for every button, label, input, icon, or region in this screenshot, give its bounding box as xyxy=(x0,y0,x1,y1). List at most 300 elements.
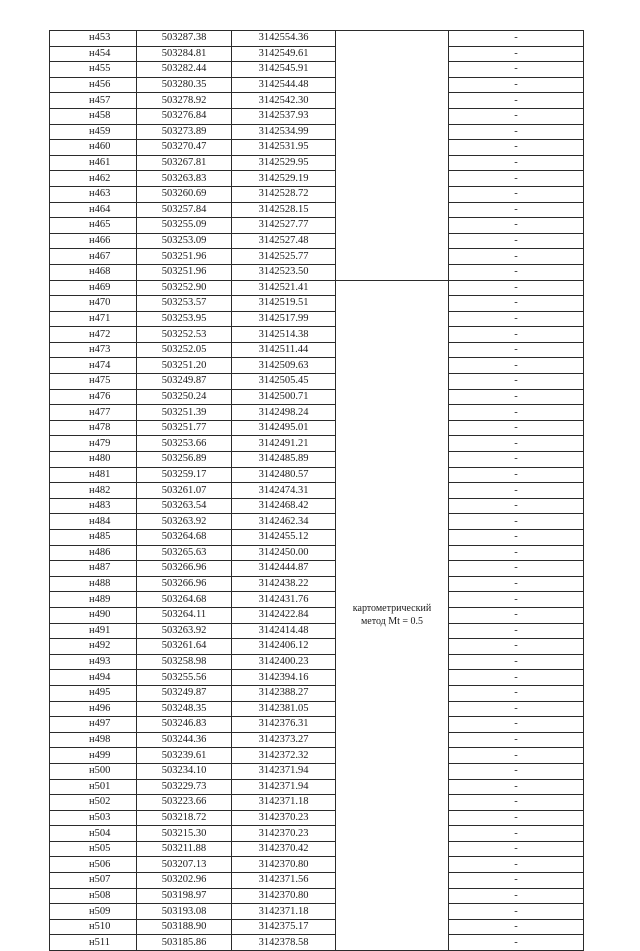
method-cell xyxy=(336,280,449,951)
x-coordinate-cell: 503258.98 xyxy=(137,654,232,670)
y-coordinate-cell: 3142373.27 xyxy=(232,732,336,748)
description-cell: - xyxy=(449,888,584,904)
y-coordinate-cell: 3142521.41 xyxy=(232,280,336,296)
y-coordinate-cell: 3142485.89 xyxy=(232,452,336,468)
description-cell: - xyxy=(449,155,584,171)
x-coordinate-cell: 503207.13 xyxy=(137,857,232,873)
table-row xyxy=(50,249,584,265)
x-coordinate-cell: 503259.17 xyxy=(137,467,232,483)
point-id-cell: н475 xyxy=(50,374,137,390)
table-row xyxy=(50,483,584,499)
table-row xyxy=(50,31,584,47)
x-coordinate-cell: 503253.95 xyxy=(137,311,232,327)
description-cell: - xyxy=(449,685,584,701)
y-coordinate-cell: 3142500.71 xyxy=(232,389,336,405)
x-coordinate-cell: 503185.86 xyxy=(137,935,232,951)
x-coordinate-cell: 503263.54 xyxy=(137,498,232,514)
description-cell: - xyxy=(449,530,584,546)
y-coordinate-cell: 3142422.84 xyxy=(232,607,336,623)
description-cell: - xyxy=(449,140,584,156)
description-cell: - xyxy=(449,498,584,514)
description-cell: - xyxy=(449,732,584,748)
table-row xyxy=(50,108,584,124)
x-coordinate-cell: 503287.38 xyxy=(137,31,232,47)
description-cell: - xyxy=(449,576,584,592)
y-coordinate-cell: 3142371.18 xyxy=(232,795,336,811)
x-coordinate-cell: 503264.68 xyxy=(137,530,232,546)
x-coordinate-cell: 503252.53 xyxy=(137,327,232,343)
coordinates-table-body xyxy=(50,31,584,951)
description-cell: - xyxy=(449,62,584,78)
y-coordinate-cell: 3142370.23 xyxy=(232,810,336,826)
point-id-cell: н502 xyxy=(50,795,137,811)
table-row xyxy=(50,327,584,343)
table-row xyxy=(50,124,584,140)
table-row xyxy=(50,935,584,951)
description-cell: - xyxy=(449,108,584,124)
x-coordinate-cell: 503278.92 xyxy=(137,93,232,109)
x-coordinate-cell: 503276.84 xyxy=(137,108,232,124)
x-coordinate-cell: 503218.72 xyxy=(137,810,232,826)
description-cell: - xyxy=(449,389,584,405)
point-id-cell: н464 xyxy=(50,202,137,218)
x-coordinate-cell: 503239.61 xyxy=(137,748,232,764)
point-id-cell: н510 xyxy=(50,919,137,935)
x-coordinate-cell: 503251.77 xyxy=(137,420,232,436)
point-id-cell: н463 xyxy=(50,186,137,202)
table-row xyxy=(50,405,584,421)
x-coordinate-cell: 503266.96 xyxy=(137,561,232,577)
y-coordinate-cell: 3142450.00 xyxy=(232,545,336,561)
point-id-cell: н494 xyxy=(50,670,137,686)
point-id-cell: н472 xyxy=(50,327,137,343)
y-coordinate-cell: 3142455.12 xyxy=(232,530,336,546)
description-cell: - xyxy=(449,873,584,889)
description-cell: - xyxy=(449,420,584,436)
table-row xyxy=(50,717,584,733)
point-id-cell: н488 xyxy=(50,576,137,592)
point-id-cell: н492 xyxy=(50,639,137,655)
table-row xyxy=(50,639,584,655)
y-coordinate-cell: 3142517.99 xyxy=(232,311,336,327)
x-coordinate-cell: 503263.92 xyxy=(137,623,232,639)
y-coordinate-cell: 3142381.05 xyxy=(232,701,336,717)
y-coordinate-cell: 3142371.94 xyxy=(232,779,336,795)
point-id-cell: н470 xyxy=(50,296,137,312)
description-cell: - xyxy=(449,218,584,234)
point-id-cell: н489 xyxy=(50,592,137,608)
table-row xyxy=(50,186,584,202)
table-row xyxy=(50,62,584,78)
point-id-cell: н456 xyxy=(50,77,137,93)
description-cell: - xyxy=(449,171,584,187)
description-cell: - xyxy=(449,826,584,842)
y-coordinate-cell: 3142531.95 xyxy=(232,140,336,156)
x-coordinate-cell: 503260.69 xyxy=(137,186,232,202)
description-cell: - xyxy=(449,545,584,561)
table-row xyxy=(50,873,584,889)
x-coordinate-cell: 503253.57 xyxy=(137,296,232,312)
description-cell: - xyxy=(449,374,584,390)
point-id-cell: н504 xyxy=(50,826,137,842)
description-cell: - xyxy=(449,186,584,202)
x-coordinate-cell: 503249.87 xyxy=(137,374,232,390)
x-coordinate-cell: 503267.81 xyxy=(137,155,232,171)
point-id-cell: н473 xyxy=(50,342,137,358)
table-row xyxy=(50,592,584,608)
point-id-cell: н491 xyxy=(50,623,137,639)
table-row xyxy=(50,311,584,327)
table-row xyxy=(50,561,584,577)
table-row xyxy=(50,280,584,296)
x-coordinate-cell: 503223.66 xyxy=(137,795,232,811)
point-id-cell: н462 xyxy=(50,171,137,187)
description-cell: - xyxy=(449,233,584,249)
point-id-cell: н501 xyxy=(50,779,137,795)
method-name: картометрический xyxy=(352,603,432,615)
point-id-cell: н498 xyxy=(50,732,137,748)
x-coordinate-cell: 503244.36 xyxy=(137,732,232,748)
method-cell-upper xyxy=(336,31,449,281)
table-row xyxy=(50,77,584,93)
description-cell: - xyxy=(449,296,584,312)
point-id-cell: н480 xyxy=(50,452,137,468)
point-id-cell: н468 xyxy=(50,264,137,280)
x-coordinate-cell: 503255.09 xyxy=(137,218,232,234)
point-id-cell: н469 xyxy=(50,280,137,296)
table-row xyxy=(50,857,584,873)
description-cell: - xyxy=(449,561,584,577)
point-id-cell: н471 xyxy=(50,311,137,327)
description-cell: - xyxy=(449,249,584,265)
description-cell: - xyxy=(449,639,584,655)
table-row xyxy=(50,763,584,779)
x-coordinate-cell: 503246.83 xyxy=(137,717,232,733)
x-coordinate-cell: 503252.90 xyxy=(137,280,232,296)
point-id-cell: н455 xyxy=(50,62,137,78)
x-coordinate-cell: 503261.07 xyxy=(137,483,232,499)
x-coordinate-cell: 503284.81 xyxy=(137,46,232,62)
table-row xyxy=(50,607,584,623)
x-coordinate-cell: 503251.96 xyxy=(137,249,232,265)
y-coordinate-cell: 3142537.93 xyxy=(232,108,336,124)
point-id-cell: н458 xyxy=(50,108,137,124)
table-row xyxy=(50,46,584,62)
y-coordinate-cell: 3142480.57 xyxy=(232,467,336,483)
y-coordinate-cell: 3142544.48 xyxy=(232,77,336,93)
y-coordinate-cell: 3142528.72 xyxy=(232,186,336,202)
y-coordinate-cell: 3142545.91 xyxy=(232,62,336,78)
x-coordinate-cell: 503202.96 xyxy=(137,873,232,889)
y-coordinate-cell: 3142414.48 xyxy=(232,623,336,639)
y-coordinate-cell: 3142431.76 xyxy=(232,592,336,608)
table-row xyxy=(50,155,584,171)
description-cell: - xyxy=(449,46,584,62)
description-cell: - xyxy=(449,623,584,639)
y-coordinate-cell: 3142406.12 xyxy=(232,639,336,655)
x-coordinate-cell: 503251.39 xyxy=(137,405,232,421)
x-coordinate-cell: 503263.92 xyxy=(137,514,232,530)
point-id-cell: н467 xyxy=(50,249,137,265)
y-coordinate-cell: 3142468.42 xyxy=(232,498,336,514)
y-coordinate-cell: 3142549.61 xyxy=(232,46,336,62)
table-row xyxy=(50,545,584,561)
y-coordinate-cell: 3142388.27 xyxy=(232,685,336,701)
table-row xyxy=(50,685,584,701)
point-id-cell: н506 xyxy=(50,857,137,873)
y-coordinate-cell: 3142527.77 xyxy=(232,218,336,234)
y-coordinate-cell: 3142400.23 xyxy=(232,654,336,670)
point-id-cell: н496 xyxy=(50,701,137,717)
table-row xyxy=(50,841,584,857)
x-coordinate-cell: 503251.20 xyxy=(137,358,232,374)
table-row xyxy=(50,296,584,312)
x-coordinate-cell: 503256.89 xyxy=(137,452,232,468)
y-coordinate-cell: 3142527.48 xyxy=(232,233,336,249)
point-id-cell: н478 xyxy=(50,420,137,436)
point-id-cell: н479 xyxy=(50,436,137,452)
point-id-cell: н476 xyxy=(50,389,137,405)
point-id-cell: н490 xyxy=(50,607,137,623)
table-row xyxy=(50,498,584,514)
point-id-cell: н503 xyxy=(50,810,137,826)
table-row xyxy=(50,358,584,374)
description-cell: - xyxy=(449,717,584,733)
x-coordinate-cell: 503270.47 xyxy=(137,140,232,156)
point-id-cell: н466 xyxy=(50,233,137,249)
point-id-cell: н477 xyxy=(50,405,137,421)
point-id-cell: н460 xyxy=(50,140,137,156)
description-cell: - xyxy=(449,654,584,670)
y-coordinate-cell: 3142375.17 xyxy=(232,919,336,935)
x-coordinate-cell: 503253.09 xyxy=(137,233,232,249)
table-row xyxy=(50,919,584,935)
description-cell: - xyxy=(449,311,584,327)
table-row xyxy=(50,576,584,592)
y-coordinate-cell: 3142529.95 xyxy=(232,155,336,171)
point-id-cell: н511 xyxy=(50,935,137,951)
point-id-cell: н487 xyxy=(50,561,137,577)
description-cell: - xyxy=(449,748,584,764)
x-coordinate-cell: 503255.56 xyxy=(137,670,232,686)
description-cell: - xyxy=(449,436,584,452)
x-coordinate-cell: 503282.44 xyxy=(137,62,232,78)
table-row xyxy=(50,93,584,109)
table-row xyxy=(50,342,584,358)
x-coordinate-cell: 503264.68 xyxy=(137,592,232,608)
y-coordinate-cell: 3142491.21 xyxy=(232,436,336,452)
table-row xyxy=(50,218,584,234)
table-row xyxy=(50,467,584,483)
y-coordinate-cell: 3142371.18 xyxy=(232,904,336,920)
x-coordinate-cell: 503253.66 xyxy=(137,436,232,452)
table-row xyxy=(50,888,584,904)
description-cell: - xyxy=(449,810,584,826)
method-accuracy: метод Mt = 0.5 xyxy=(360,616,424,628)
x-coordinate-cell: 503251.96 xyxy=(137,264,232,280)
x-coordinate-cell: 503273.89 xyxy=(137,124,232,140)
y-coordinate-cell: 3142509.63 xyxy=(232,358,336,374)
table-row xyxy=(50,202,584,218)
table-row xyxy=(50,264,584,280)
description-cell: - xyxy=(449,483,584,499)
y-coordinate-cell: 3142371.56 xyxy=(232,873,336,889)
point-id-cell: н499 xyxy=(50,748,137,764)
y-coordinate-cell: 3142542.30 xyxy=(232,93,336,109)
description-cell: - xyxy=(449,280,584,296)
table-row xyxy=(50,171,584,187)
description-cell: - xyxy=(449,77,584,93)
x-coordinate-cell: 503261.64 xyxy=(137,639,232,655)
y-coordinate-cell: 3142438.22 xyxy=(232,576,336,592)
point-id-cell: н461 xyxy=(50,155,137,171)
x-coordinate-cell: 503211.88 xyxy=(137,841,232,857)
description-cell: - xyxy=(449,342,584,358)
description-cell: - xyxy=(449,607,584,623)
table-row xyxy=(50,623,584,639)
description-cell: - xyxy=(449,467,584,483)
y-coordinate-cell: 3142534.99 xyxy=(232,124,336,140)
point-id-cell: н454 xyxy=(50,46,137,62)
y-coordinate-cell: 3142444.87 xyxy=(232,561,336,577)
table-row xyxy=(50,795,584,811)
description-cell: - xyxy=(449,514,584,530)
table-row xyxy=(50,779,584,795)
point-id-cell: н459 xyxy=(50,124,137,140)
point-id-cell: н474 xyxy=(50,358,137,374)
description-cell: - xyxy=(449,31,584,47)
table-row xyxy=(50,389,584,405)
description-cell: - xyxy=(449,919,584,935)
y-coordinate-cell: 3142370.80 xyxy=(232,888,336,904)
point-id-cell: н465 xyxy=(50,218,137,234)
point-id-cell: н507 xyxy=(50,873,137,889)
y-coordinate-cell: 3142554.36 xyxy=(232,31,336,47)
table-row xyxy=(50,436,584,452)
x-coordinate-cell: 503229.73 xyxy=(137,779,232,795)
point-id-cell: н483 xyxy=(50,498,137,514)
y-coordinate-cell: 3142370.42 xyxy=(232,841,336,857)
coordinates-sheet xyxy=(49,30,579,948)
point-id-cell: н509 xyxy=(50,904,137,920)
point-id-cell: н484 xyxy=(50,514,137,530)
x-coordinate-cell: 503249.87 xyxy=(137,685,232,701)
y-coordinate-cell: 3142498.24 xyxy=(232,405,336,421)
table-row xyxy=(50,140,584,156)
y-coordinate-cell: 3142462.34 xyxy=(232,514,336,530)
description-cell: - xyxy=(449,935,584,951)
point-id-cell: н508 xyxy=(50,888,137,904)
description-cell: - xyxy=(449,124,584,140)
point-id-cell: н453 xyxy=(50,31,137,47)
point-id-cell: н486 xyxy=(50,545,137,561)
table-row xyxy=(50,904,584,920)
y-coordinate-cell: 3142370.80 xyxy=(232,857,336,873)
x-coordinate-cell: 503265.63 xyxy=(137,545,232,561)
description-cell: - xyxy=(449,202,584,218)
x-coordinate-cell: 503215.30 xyxy=(137,826,232,842)
y-coordinate-cell: 3142372.32 xyxy=(232,748,336,764)
description-cell: - xyxy=(449,452,584,468)
table-row xyxy=(50,530,584,546)
y-coordinate-cell: 3142528.15 xyxy=(232,202,336,218)
x-coordinate-cell: 503263.83 xyxy=(137,171,232,187)
table-row xyxy=(50,810,584,826)
description-cell: - xyxy=(449,405,584,421)
table-row xyxy=(50,233,584,249)
description-cell: - xyxy=(449,701,584,717)
y-coordinate-cell: 3142474.31 xyxy=(232,483,336,499)
point-id-cell: н493 xyxy=(50,654,137,670)
point-id-cell: н500 xyxy=(50,763,137,779)
table-row xyxy=(50,748,584,764)
point-id-cell: н482 xyxy=(50,483,137,499)
y-coordinate-cell: 3142525.77 xyxy=(232,249,336,265)
x-coordinate-cell: 503188.90 xyxy=(137,919,232,935)
point-id-cell: н457 xyxy=(50,93,137,109)
y-coordinate-cell: 3142378.58 xyxy=(232,935,336,951)
y-coordinate-cell: 3142514.38 xyxy=(232,327,336,343)
y-coordinate-cell: 3142376.31 xyxy=(232,717,336,733)
table-row xyxy=(50,826,584,842)
x-coordinate-cell: 503193.08 xyxy=(137,904,232,920)
x-coordinate-cell: 503234.10 xyxy=(137,763,232,779)
table-row xyxy=(50,374,584,390)
table-row xyxy=(50,452,584,468)
description-cell: - xyxy=(449,904,584,920)
description-cell: - xyxy=(449,670,584,686)
table-row xyxy=(50,654,584,670)
description-cell: - xyxy=(449,841,584,857)
y-coordinate-cell: 3142523.50 xyxy=(232,264,336,280)
table-row xyxy=(50,514,584,530)
description-cell: - xyxy=(449,327,584,343)
y-coordinate-cell: 3142511.44 xyxy=(232,342,336,358)
x-coordinate-cell: 503252.05 xyxy=(137,342,232,358)
point-id-cell: н485 xyxy=(50,530,137,546)
point-id-cell: н505 xyxy=(50,841,137,857)
description-cell: - xyxy=(449,358,584,374)
description-cell: - xyxy=(449,264,584,280)
table-row xyxy=(50,701,584,717)
point-id-cell: н495 xyxy=(50,685,137,701)
description-cell: - xyxy=(449,857,584,873)
coordinates-table xyxy=(49,30,584,951)
y-coordinate-cell: 3142529.19 xyxy=(232,171,336,187)
y-coordinate-cell: 3142495.01 xyxy=(232,420,336,436)
y-coordinate-cell: 3142519.51 xyxy=(232,296,336,312)
x-coordinate-cell: 503250.24 xyxy=(137,389,232,405)
y-coordinate-cell: 3142371.94 xyxy=(232,763,336,779)
x-coordinate-cell: 503248.35 xyxy=(137,701,232,717)
y-coordinate-cell: 3142394.16 xyxy=(232,670,336,686)
y-coordinate-cell: 3142370.23 xyxy=(232,826,336,842)
x-coordinate-cell: 503257.84 xyxy=(137,202,232,218)
description-cell: - xyxy=(449,763,584,779)
description-cell: - xyxy=(449,795,584,811)
y-coordinate-cell: 3142505.45 xyxy=(232,374,336,390)
point-id-cell: н497 xyxy=(50,717,137,733)
table-row xyxy=(50,420,584,436)
point-id-cell: н481 xyxy=(50,467,137,483)
x-coordinate-cell: 503266.96 xyxy=(137,576,232,592)
description-cell: - xyxy=(449,592,584,608)
x-coordinate-cell: 503198.97 xyxy=(137,888,232,904)
table-row xyxy=(50,732,584,748)
description-cell: - xyxy=(449,93,584,109)
description-cell: - xyxy=(449,779,584,795)
x-coordinate-cell: 503264.11 xyxy=(137,607,232,623)
